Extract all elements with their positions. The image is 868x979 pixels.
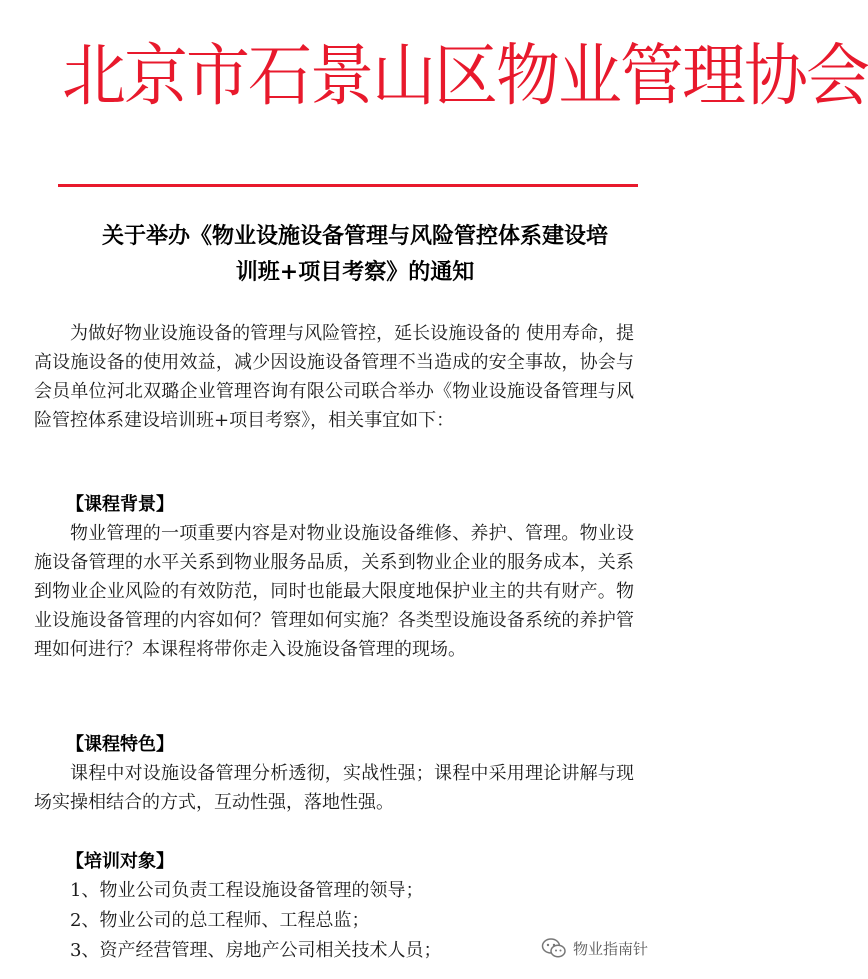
list-item: 2、物业公司的总工程师、工程总监； [70,910,370,931]
section-heading-features: 【课程特色】 [66,734,174,755]
list-item: 3、资产经营管理、房地产公司相关技术人员； [70,940,442,961]
section-heading-audience: 【培训对象】 [66,851,174,872]
notice-title-line-2: 训班+项目考察》的通知 [235,259,475,285]
letterhead-divider [58,184,638,187]
notice-title-line-1: 关于举办《物业设施设备管理与风险管控体系建设培 [101,223,608,249]
intro-paragraph: 为做好物业设施设备的管理与风险管控，延长设施设备的 使用寿命，提高设施设备的使用效益，减少因设施设备管理不当造成的安全事故，协会与会员单位河北双璐企业管理咨询有限公司联合举办《物业设施设备管理与风险管控体系建设培训班+项目考察》，相关事宜如下： [34,323,634,431]
wechat-search-icon [541,937,567,959]
wechat-watermark [535,931,654,965]
features-paragraph: 课程中对设施设备管理分析透彻，实战性强；课程中采用理论讲解与现场实操相结合的方式，互动性强，落地性强。 [34,763,634,813]
list-item: 1、物业公司负责工程设施设备管理的领导； [70,880,424,901]
letterhead-org-name: 北京市石景山区物业管理协会 [62,37,868,117]
notice-title [70,218,640,290]
section-heading-background: 【课程背景】 [66,494,174,515]
watermark-label: 物业指南针 [572,939,648,958]
background-paragraph: 物业管理的一项重要内容是对物业设施设备维修、养护、管理。物业设施设备管理的水平关系到物业服务品质，关系到物业企业的服务成本，关系到物业企业风险的有效防范，同时也能最大限度地保护业主的共有财产。物业设施设备管理的内容如何？管理如何实施？各类型设施设备系统的养护管理如何进行？本课程将带你走入设施设备管理的现场。 [34,523,634,660]
